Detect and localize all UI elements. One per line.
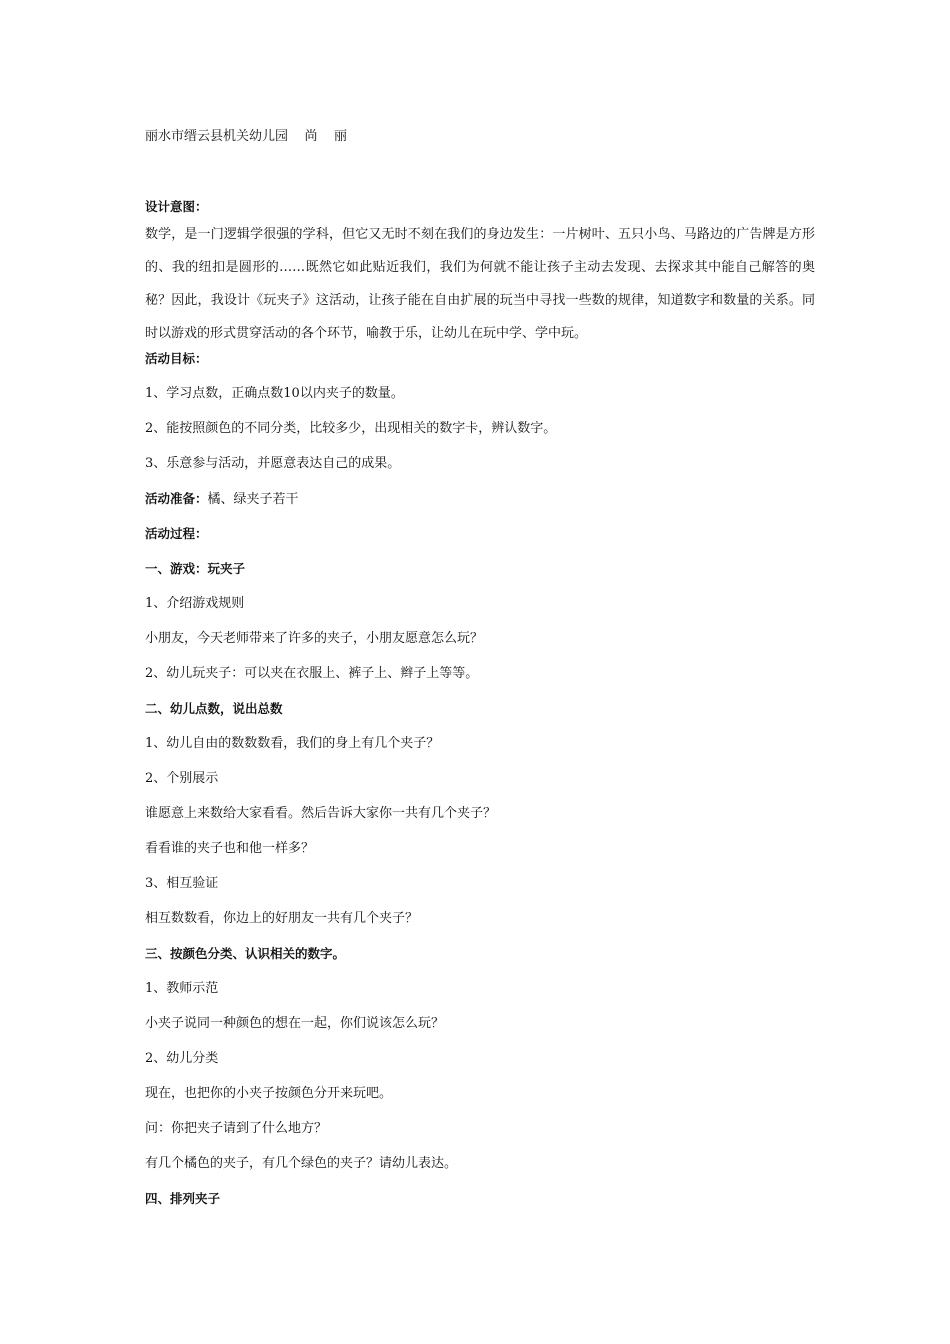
section-2-title: 二、幼儿点数，说出总数 (145, 701, 283, 716)
goal-item-3: 3、乐意参与活动，并愿意表达自己的成果。 (145, 456, 401, 471)
author-line: 丽水市缙云县机关幼儿园 尚 丽 (145, 129, 348, 144)
section-2-line-6: 相互数数看，你边上的好朋友一共有几个夹子？ (145, 911, 419, 926)
section-1-line-3: 2、幼儿玩夹子：可以夹在衣服上、裤子上、辫子上等等。 (145, 666, 479, 681)
goal-item-2: 2、能按照颜色的不同分类，比较多少，出现相关的数字卡，辨认数字。 (145, 421, 557, 436)
preparation-label: 活动准备： (145, 491, 208, 506)
section-3-title: 三、按颜色分类、认识相关的数字。 (145, 946, 346, 961)
section-1-line-2: 小朋友，今天老师带来了许多的夹子，小朋友愿意怎么玩？ (145, 631, 484, 646)
process-heading: 活动过程： (145, 526, 208, 541)
section-2-line-3: 谁愿意上来数给大家看看。然后告诉大家你一共有几个夹子？ (145, 806, 497, 821)
preparation-text: 橘、绿夹子若干 (207, 492, 299, 507)
section-3-line-4: 现在，也把你的小夹子按颜色分开来玩吧。 (145, 1086, 393, 1101)
section-3-line-2: 小夹子说同一种颜色的想在一起，你们说该怎么玩？ (145, 1016, 445, 1031)
section-3-line-6: 有几个橘色的夹子，有几个绿色的夹子？请幼儿表达。 (145, 1156, 458, 1171)
section-1-line-1: 1、介绍游戏规则 (145, 596, 245, 611)
section-1-title: 一、游戏：玩夹子 (145, 561, 246, 576)
goal-item-1: 1、学习点数，正确点数10以内夹子的数量。 (145, 386, 404, 401)
document-body (145, 198, 815, 1208)
section-4-title: 四、排列夹子 (145, 1191, 221, 1206)
design-intent-heading: 设计意图： (145, 199, 208, 214)
design-intent-paragraph: 数学，是一门逻辑学很强的学科，但它又无时不刻在我们的身边发生：一片树叶、五只小鸟、马路边的广告牌是方形的、我的纽扣是圆形的……既然它如此贴近我们，我们为何就不能让孩子主动去发现、去探求其中能自己解答的奥秘？因此，我设计《玩夹子》这活动，让孩子能在自由扩展的玩当中寻找一些数的规律，知道数字和数量的关系。同时以游戏的形式贯穿活动的各个环节，喻教于乐，让幼儿在玩中学、学中玩。 (145, 227, 815, 341)
section-2-line-4: 看看谁的夹子也和他一样多？ (145, 841, 315, 856)
section-2-line-5: 3、相互验证 (145, 876, 219, 891)
section-3-line-1: 1、教师示范 (145, 981, 219, 996)
goals-heading: 活动目标： (145, 351, 208, 366)
preparation-line (145, 490, 815, 508)
section-3-line-5: 问：你把夹子请到了什么地方？ (145, 1121, 328, 1136)
section-2-line-1: 1、幼儿自由的数数数看，我们的身上有几个夹子？ (145, 736, 440, 751)
section-2-line-2: 2、个别展示 (145, 771, 219, 786)
section-3-line-3: 2、幼儿分类 (145, 1051, 219, 1066)
